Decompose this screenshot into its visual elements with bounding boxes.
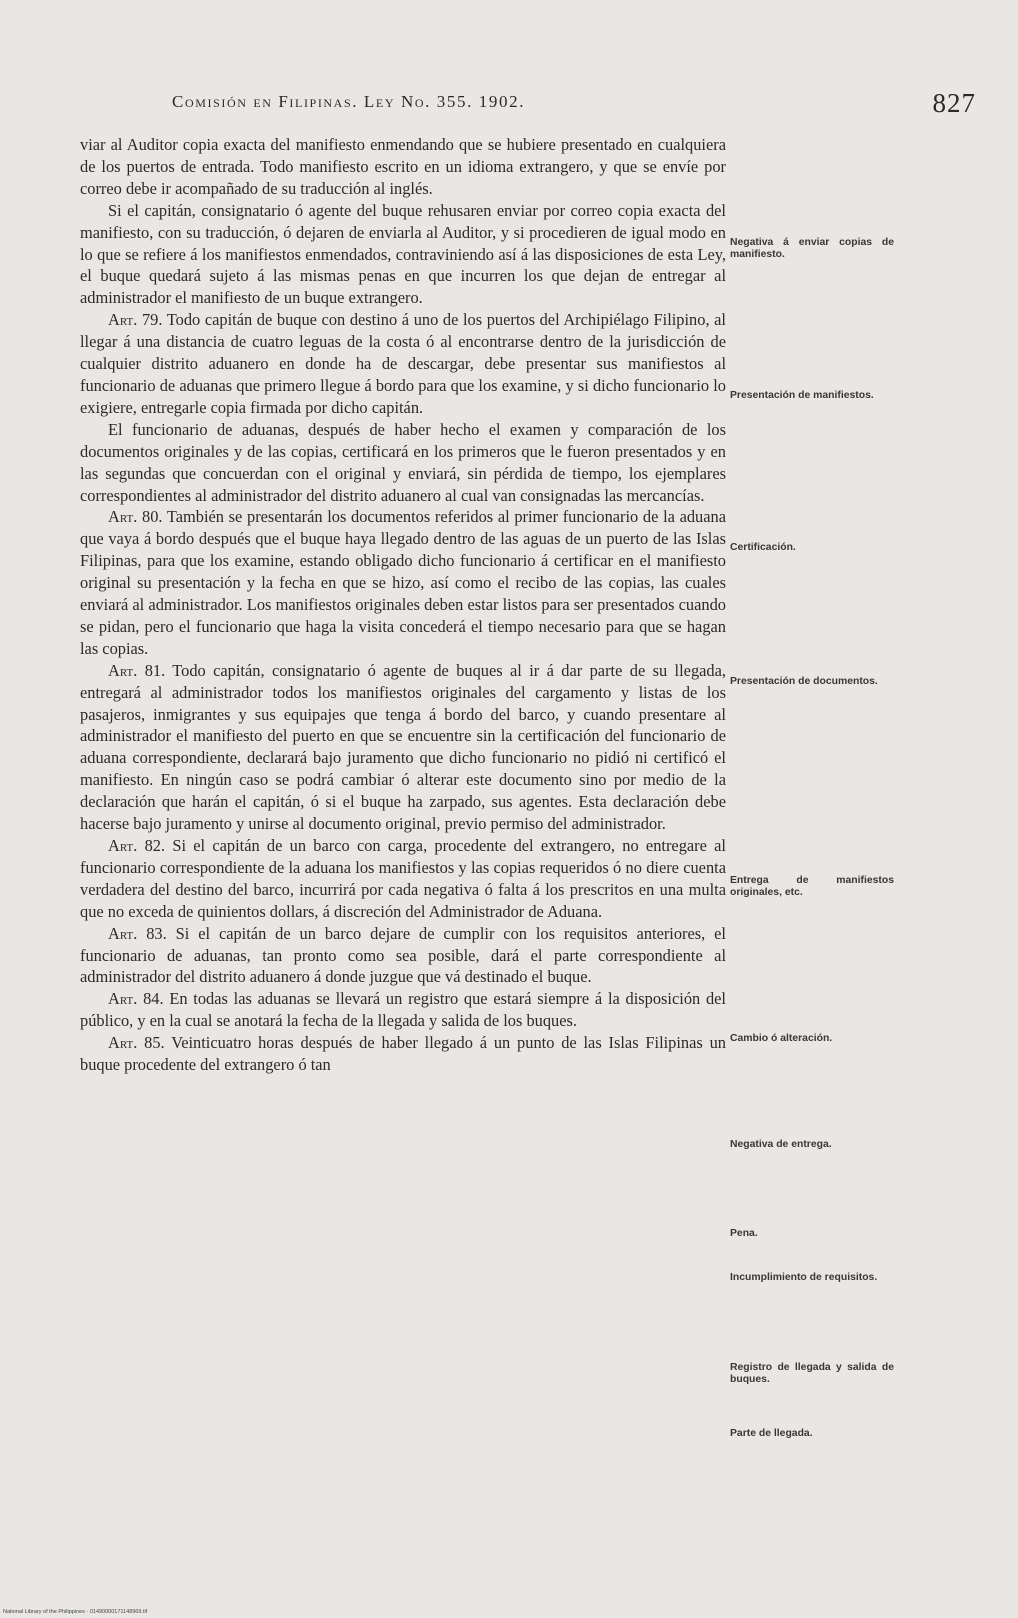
margin-note: Incumplimiento de requisitos. — [730, 1272, 878, 1283]
margin-note: Entrega de manifiestos originales, etc. — [730, 875, 894, 898]
margin-note: Negativa de entrega. — [730, 1139, 832, 1150]
paragraph-text: En todas las aduanas se llevará un registro que estará siempre á la disposición del público, y en la cual se anotará la fecha de la llegada y salida de los buques. — [80, 989, 726, 1031]
margin-note: Presentación de documentos. — [730, 676, 878, 687]
paragraph — [80, 200, 726, 310]
article-label: Art. 83. — [108, 923, 167, 943]
margin-note: Presentación de manifiestos. — [730, 390, 874, 401]
scan-credit: National Library of the Philippines · 01490000171148969.tif — [3, 1609, 148, 1615]
paragraph-text: También se presentarán los documentos referidos al primer funcionario de la aduana que vaya á bordo después que el buque haya llegado dentro de las aguas de un puerto de las Islas Filipinas, para que los examine, estando obligado dicho funcionario á certificar en el manifiesto original su presentación y la fecha en que se hizo, así como el recibo de las copias, las cuales enviará al administrador. Los manifiestos originales deben estar listos para ser presentados cuando se pidan, pero el funcionario que haga la visita concederá el tiempo necesario para que se hagan las copias. — [80, 507, 726, 658]
paragraph-text: Si el capitán de un barco dejare de cumplir con los requisitos anteriores, el funcionario de aduanas, tan pronto como sea posible, dará el parte correspondiente al administrador del distrito aduanero á donde juzgue que vá destinado el buque. — [80, 923, 726, 987]
margin-note: Cambio ó alteración. — [730, 1033, 833, 1044]
paragraph-continuation — [80, 134, 726, 200]
article-label: Art. 80. — [108, 507, 163, 527]
article-79 — [80, 309, 726, 419]
article-83 — [80, 923, 726, 989]
article-label: Art. 79. — [108, 310, 163, 330]
paragraph-text: Veinticuatro horas después de haber llegado á un punto de las Islas Filipinas un buque procedente del extrangero ó tan — [80, 1033, 726, 1075]
paragraph-text: Todo capitán, consignatario ó agente de buques al ir á dar parte de su llegada, entregará al administrador todos los manifiestos originales del cargamento y listas de los pasajeros, inmigrantes y sus equipajes que tenga á bordo del barco, y cuando presentare al administrador el manifiesto del puerto en que se encuentre sin la certificación del funcionario de aduana correspondiente, declarará bajo juramento que dicho funcionario no pidió ni certificó el manifiesto. En ningún caso se podrá cambiar ó alterar este documento sino por medio de la declaración que harán el capitán, ó si el buque ha zarpado, sus agentes. Esta declaración debe hacerse bajo juramento y unirse al documento original, previo permiso del administrador. — [80, 660, 726, 834]
page-number: 827 — [932, 88, 976, 118]
margin-notes — [730, 0, 898, 1618]
margin-note: Parte de llegada. — [730, 1428, 813, 1439]
article-85 — [80, 1032, 726, 1076]
paragraph-text: Todo capitán de buque con destino á uno de los puertos del Archipiélago Filipino, al llegar á una distancia de cuatro leguas de la costa ó al encontrarse dentro de la jurisdicción de cualquier distrito aduanero en donde ha de descargar, debe presentar sus manifiestos al funcionario de aduanas que primero llegue á bordo para que los examine, y si dicho funcionario lo exigiere, entregarle copia firmada por dicho capitán. — [80, 310, 726, 417]
article-82 — [80, 835, 726, 923]
paragraph-text: El funcionario de aduanas, después de haber hecho el examen y comparación de los documentos originales y de las copias, certificará en los primeros que le fueron presentados y en las segundas que concuerdan con el original y enviará, sin pérdida de tiempo, los ejemplares correspondientes al administrador del distrito aduanero al cual van consignadas las mercancías. — [80, 419, 726, 505]
article-label: Art. 85. — [108, 1033, 165, 1053]
running-title: Comisión en Filipinas. Ley No. 355. 1902. — [172, 92, 526, 111]
article-84 — [80, 988, 726, 1032]
article-80 — [80, 506, 726, 659]
paragraph-text: viar al Auditor copia exacta del manifiesto enmendando que se hubiere presentado en cualquiera de los puertos de entrada. Todo manifiesto escrito en un idioma extrangero, y que se envíe por correo debe ir acompañado de su traducción al inglés. — [80, 135, 726, 198]
margin-note: Negativa á enviar copias de manifiesto. — [730, 237, 894, 260]
paragraph-text: Si el capitán de un barco con carga, procedente del extrangero, no entregare al funcionario correspondiente de la aduana los manifiestos y las copias requeridos ó no diere cuenta verdadera del destino del barco, incurrirá por cada negativa ó falta á los prescritos en una multa que no exceda de quinientos dollars, á discreción del Administrador de Aduana. — [80, 836, 726, 921]
body-text — [80, 134, 726, 1076]
article-label: Art. 82. — [108, 836, 166, 855]
margin-note: Pena. — [730, 1228, 758, 1239]
margin-note: Certificación. — [730, 542, 796, 553]
article-81 — [80, 660, 726, 835]
paragraph — [80, 419, 726, 507]
article-label: Art. 81. — [108, 660, 166, 680]
margin-note: Registro de llegada y salida de buques. — [730, 1362, 894, 1385]
paragraph-text: Si el capitán, consignatario ó agente del buque rehusaren enviar por correo copia exacta del manifiesto, con su traducción, ó dejaren de enviarla al Auditor, y si procedieren de igual modo en lo que se refiere á los manifiestos enmendados, contraviniendo así á las disposiciones de esta Ley, el buque quedará sujeto á las mismas penas en que incurren los que dejan de entregar al administrador el manifiesto de un buque extrangero. — [80, 200, 726, 308]
article-label: Art. 84. — [108, 989, 164, 1009]
